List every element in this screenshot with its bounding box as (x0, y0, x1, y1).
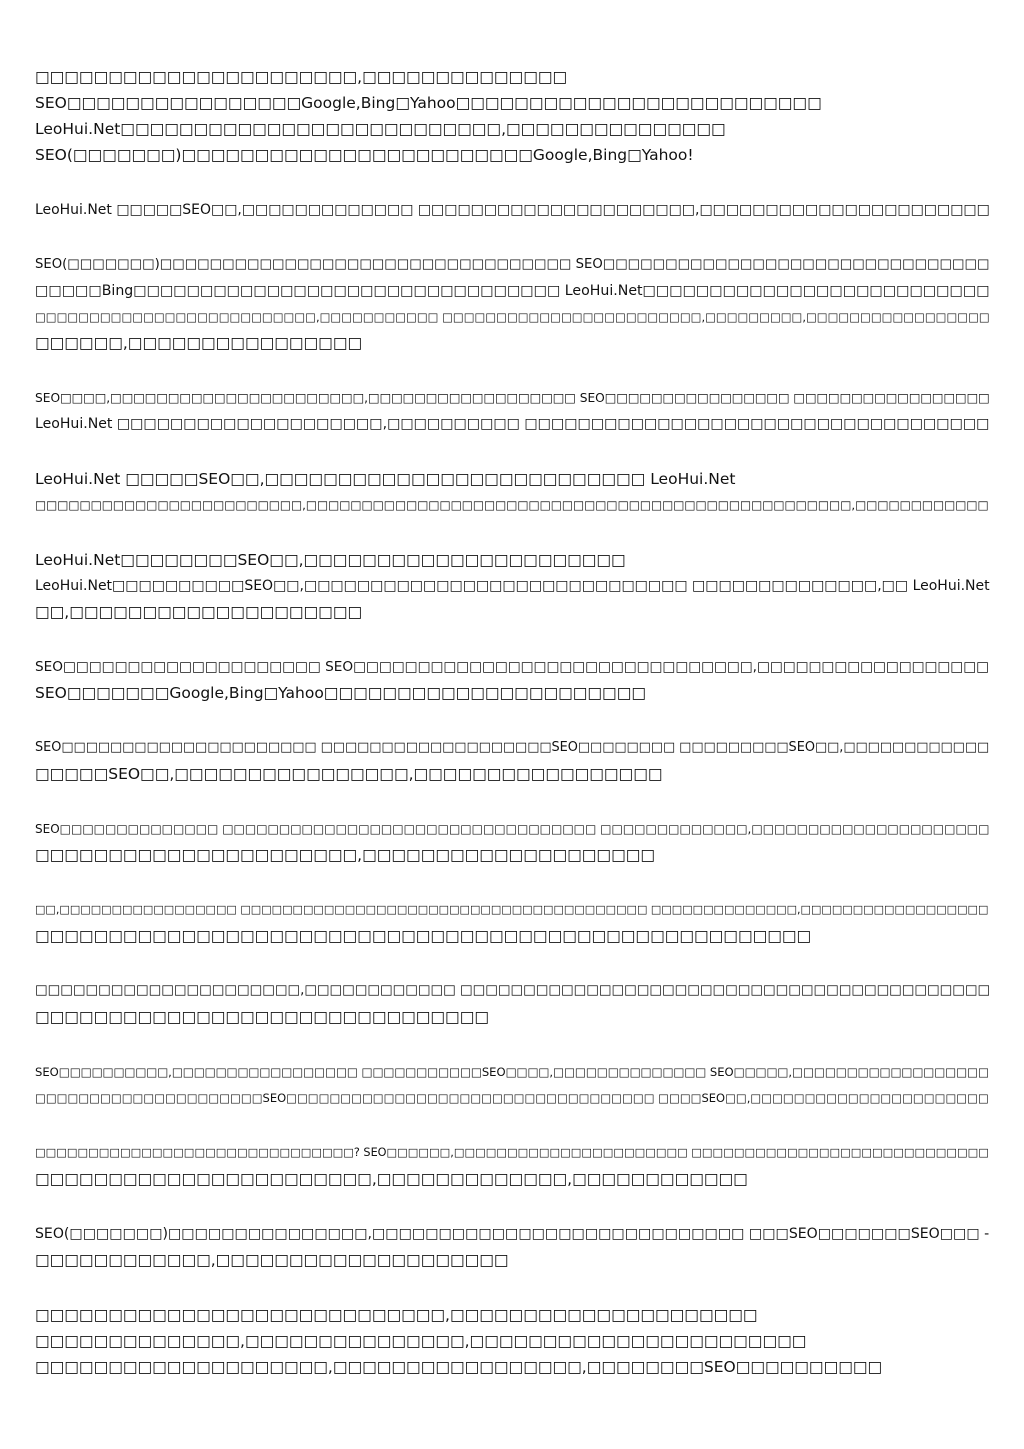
paragraph (35, 197, 995, 223)
text-line: □□□□□□□□□□□□□□□□□□□□□□□□,□□□□□□□□□□□□□□□□□□□□□□□□□□□□□□□□□□□□□□□□□□□□□□□□□,□□□□□□□□□□□□ (35, 498, 989, 512)
text-line: SEO□□□□,□□□□□□□□□□□□□□□□□□□□□□,□□□□□□□□□□□□□□□□□□ SEO□□□□□□□□□□□□□□□□ □□□□□□□□□□□□□□□□□ (35, 391, 990, 405)
text-line: □□□□□□□□□□□□□□□□□□□□□□□□□□□□□□? SEO□□□□□□,□□□□□□□□□□□□□□□□□□□□□□ □□□□□□□□□□□□□□□□□□□□□□□□□□□□ (35, 1146, 989, 1159)
text-line: □□□□□Bing□□□□□□□□□□□□□□□□□□□□□□□□□□□□□□□□ LeoHui.Net□□□□□□□□□□□□□□□□□□□□□□□□□□ (35, 283, 990, 299)
document-body (35, 64, 995, 1409)
text-line: □□□□□□□□□□□□□□□□□□□□□□□□□□□□,□□□□□□□□□□□□□□□□□□□□□ (35, 1306, 758, 1324)
text-line: SEO□□□□□□□□□□,□□□□□□□□□□□□□□□□□ □□□□□□□□□□□SEO□□□□,□□□□□□□□□□□□□□ SEO□□□□□,□□□□□□□□□□□□□□□□□□ (35, 1065, 989, 1079)
paragraph (35, 654, 995, 706)
text-line: □□,□□□□□□□□□□□□□□□□□ □□□□□□□□□□□□□□□□□□□□□□□□□□□□□□□□□□□□□□□ □□□□□□□□□□□□□□,□□□□□□□□□□□□□□□□□□ (35, 903, 989, 916)
text-line: LeoHui.Net □□□□□SEO□□,□□□□□□□□□□□□□□□□□□□□□□□□□□ LeoHui.Net (35, 470, 736, 488)
text-line: □□□□□□□□□□□□,□□□□□□□□□□□□□□□□□□□□ (35, 1251, 509, 1269)
paragraph (35, 978, 995, 1030)
text-line: LeoHui.Net□□□□□□□□□□□□□□□□□□□□□□□□□□,□□□□□□□□□□□□□□□ (35, 120, 726, 138)
text-line: □□□□□□□□□□□□□□□□□□□□□□□□□□,□□□□□□□□□□□ □□□□□□□□□□□□□□□□□□□□□□□□,□□□□□□□□□,□□□□□□□□□□□□□□□□□ (35, 310, 990, 324)
text-line: LeoHui.Net □□□□□SEO□□,□□□□□□□□□□□□□ □□□□□□□□□□□□□□□□□□□□□,□□□□□□□□□□□□□□□□□□□□□□ (35, 202, 990, 218)
text-line: SEO□□□□□□□□□□□□□□□□□□□□□ □□□□□□□□□□□□□□□□□□□SEO□□□□□□□□ □□□□□□□□□SEO□□,□□□□□□□□□□□□ (35, 740, 990, 755)
text-line: SEO□□□□□□□□□□□□□□□□□□□□ SEO□□□□□□□□□□□□□□□□□□□□□□□□□□□□□□□,□□□□□□□□□□□□□□□□□□ (35, 659, 989, 675)
text-line: SEO□□□□□□□□□□□□□□ □□□□□□□□□□□□□□□□□□□□□□□□□□□□□□□□□ □□□□□□□□□□□□□,□□□□□□□□□□□□□□□□□□□□□ (35, 822, 990, 836)
paragraph (35, 385, 995, 437)
text-line: SEO□□□□□□□Google,Bing□Yahoo□□□□□□□□□□□□□□□□□□□□□□ (35, 684, 646, 702)
text-line: LeoHui.Net □□□□□□□□□□□□□□□□□□□□,□□□□□□□□□□ □□□□□□□□□□□□□□□□□□□□□□□□□□□□□□□□□□□ (35, 416, 990, 432)
paragraph (35, 1221, 995, 1273)
text-line: □□□□□□□□□□□□□□□□□□□□□□□□□□□□□□□□□□□□□□□□□□□□□□□□□□□□□ (35, 927, 812, 945)
paragraph (35, 252, 995, 356)
text-line: SEO(□□□□□□□)□□□□□□□□□□□□□□□,□□□□□□□□□□□□□□□□□□□□□□□□□□□□ □□□SEO□□□□□□□SEO□□□ - (35, 1226, 990, 1242)
text-line: SEO□□□□□□□□□□□□□□□□Google,Bing□Yahoo□□□□□□□□□□□□□□□□□□□□□□□□□ (35, 94, 822, 112)
paragraph (35, 735, 995, 787)
text-line: □□□□□□□□□□□□□□□□□□□□□,□□□□□□□□□□□□ □□□□□□□□□□□□□□□□□□□□□□□□□□□□□□□□□□□□□□□□□□ (35, 983, 991, 998)
paragraph (35, 466, 995, 518)
text-line: □□□□□□□□□□□□□□□□□□□□□□□□□□□□□□□ (35, 1008, 489, 1026)
text-line: □□□□□□□□□□□□□□□□□□□□□□□,□□□□□□□□□□□□□,□□□□□□□□□□□□ (35, 1170, 748, 1188)
text-line: LeoHui.Net□□□□□□□□SEO□□,□□□□□□□□□□□□□□□□□□□□□□ (35, 551, 626, 569)
text-line: □□□□□SEO□□,□□□□□□□□□□□□□□□□,□□□□□□□□□□□□□□□□□ (35, 765, 663, 783)
paragraph (35, 64, 995, 168)
text-line: SEO(□□□□□□□)□□□□□□□□□□□□□□□□□□□□□□□□□□□□□□□□□ SEO□□□□□□□□□□□□□□□□□□□□□□□□□□□□□□□ (35, 257, 990, 272)
text-line: □□□□□□,□□□□□□□□□□□□□□□□ (35, 334, 363, 352)
paragraph (35, 1059, 995, 1111)
text-line: □□□□□□□□□□□□□□□□□□□□,□□□□□□□□□□□□□□□□□,□□□□□□□□SEO□□□□□□□□□□ (35, 1358, 883, 1376)
paragraph (35, 1302, 995, 1380)
text-line: LeoHui.Net□□□□□□□□□□SEO□□,□□□□□□□□□□□□□□□□□□□□□□□□□□□□□ □□□□□□□□□□□□□□,□□ LeoHui.Net (35, 578, 990, 594)
text-line: □□□□□□□□□□□□□□,□□□□□□□□□□□□□□□,□□□□□□□□□□□□□□□□□□□□□□□ (35, 1332, 807, 1350)
text-line: SEO(□□□□□□□)□□□□□□□□□□□□□□□□□□□□□□□□Google,Bing□Yahoo! (35, 146, 694, 164)
paragraph (35, 816, 995, 868)
paragraph (35, 897, 995, 949)
text-line: □□,□□□□□□□□□□□□□□□□□□□□ (35, 603, 363, 621)
text-line: □□□□□□□□□□□□□□□□□□□□□SEO□□□□□□□□□□□□□□□□□□□□□□□□□□□□□□□□□□ □□□□SEO□□,□□□□□□□□□□□□□□□□□□□□□□ (35, 1091, 989, 1105)
paragraph (35, 1140, 995, 1192)
text-line: □□□□□□□□□□□□□□□□□□□□□□,□□□□□□□□□□□□□□□□□□□□ (35, 846, 656, 864)
text-line: □□□□□□□□□□□□□□□□□□□□□□,□□□□□□□□□□□□□□ (35, 68, 568, 86)
paragraph (35, 547, 995, 625)
